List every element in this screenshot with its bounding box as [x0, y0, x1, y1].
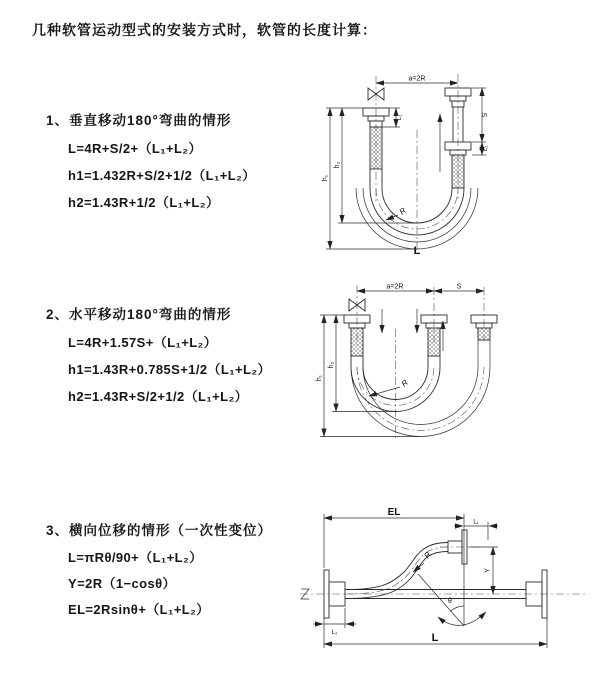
- page-title: 几种软管运动型式的安装方式时，软管的长度计算：: [32, 22, 377, 38]
- diagram-lateral-displacement: [298, 502, 593, 657]
- dim-label-h1: h₁: [322, 174, 329, 182]
- centerlines: [357, 285, 484, 440]
- angle-label: θ: [448, 598, 452, 605]
- section1-heading: 1、垂直移动180°弯曲的情形: [46, 113, 232, 128]
- radius-label: R: [399, 377, 410, 389]
- dim-label-a2r: a=2R: [386, 283, 404, 291]
- section2-formula-h2: h2=1.43R+S/2+1/2（L₁+L₂）: [68, 389, 249, 404]
- section3-formula-y: Y=2R（1−cosθ）: [68, 576, 176, 591]
- valve-icon: [349, 299, 365, 311]
- dim-label-h2: h₂: [328, 361, 335, 369]
- dim-label-y: Y: [484, 568, 492, 573]
- section3-formula-el: EL=2Rsinθ+（L₁+L₂）: [68, 602, 210, 617]
- dim-label-a2r: a=2R: [408, 75, 426, 83]
- radius-label: R: [422, 550, 433, 561]
- dimension-lines: [320, 291, 484, 437]
- section1-formula-h2: h2=1.43R+1/2（L₁+L₂）: [68, 195, 220, 210]
- dim-label-el: EL: [387, 507, 401, 518]
- length-label: L: [413, 245, 421, 256]
- section2-formula-h1: h1=1.43R+0.785S+1/2（L₁+L₂）: [68, 362, 271, 377]
- section1-formula-h1: h1=1.432R+S/2+1/2（L₁+L₂）: [68, 168, 256, 183]
- section1-formula-l: L=4R+S/2+（L₁+L₂）: [68, 141, 202, 156]
- dimension-lines: [313, 514, 547, 648]
- dim-label-l1-top: L₁: [473, 519, 479, 526]
- length-label: L: [431, 632, 439, 644]
- radius-label: R: [397, 205, 408, 217]
- centerlines: [376, 74, 458, 254]
- angle-construction: [418, 514, 486, 626]
- section2-formula-l: L=4R+1.57S+（L₁+L₂）: [68, 335, 218, 350]
- dim-label-l1: L₁: [397, 114, 403, 121]
- dim-label-h1: h₁: [316, 374, 323, 382]
- section3-heading: 3、横向位移的情形（一次性变位）: [46, 523, 273, 538]
- dim-label-s: S: [482, 112, 489, 118]
- diagram-horizontal-180-bend: [312, 283, 587, 453]
- diagram-vertical-180-bend: [318, 72, 568, 256]
- dim-label-h2: h₂: [334, 161, 341, 169]
- centerlines: [300, 547, 586, 594]
- section3-formula-l: L=πRθ/90+（L₁+L₂）: [68, 550, 203, 565]
- dim-label-l1-bottom: L₁: [331, 630, 338, 636]
- dim-label-s: S: [456, 283, 462, 291]
- right-pipe-fitting: [471, 315, 497, 340]
- dim-label-l2: L₂: [483, 145, 489, 152]
- section2-heading: 2、水平移动180°弯曲的情形: [46, 307, 232, 322]
